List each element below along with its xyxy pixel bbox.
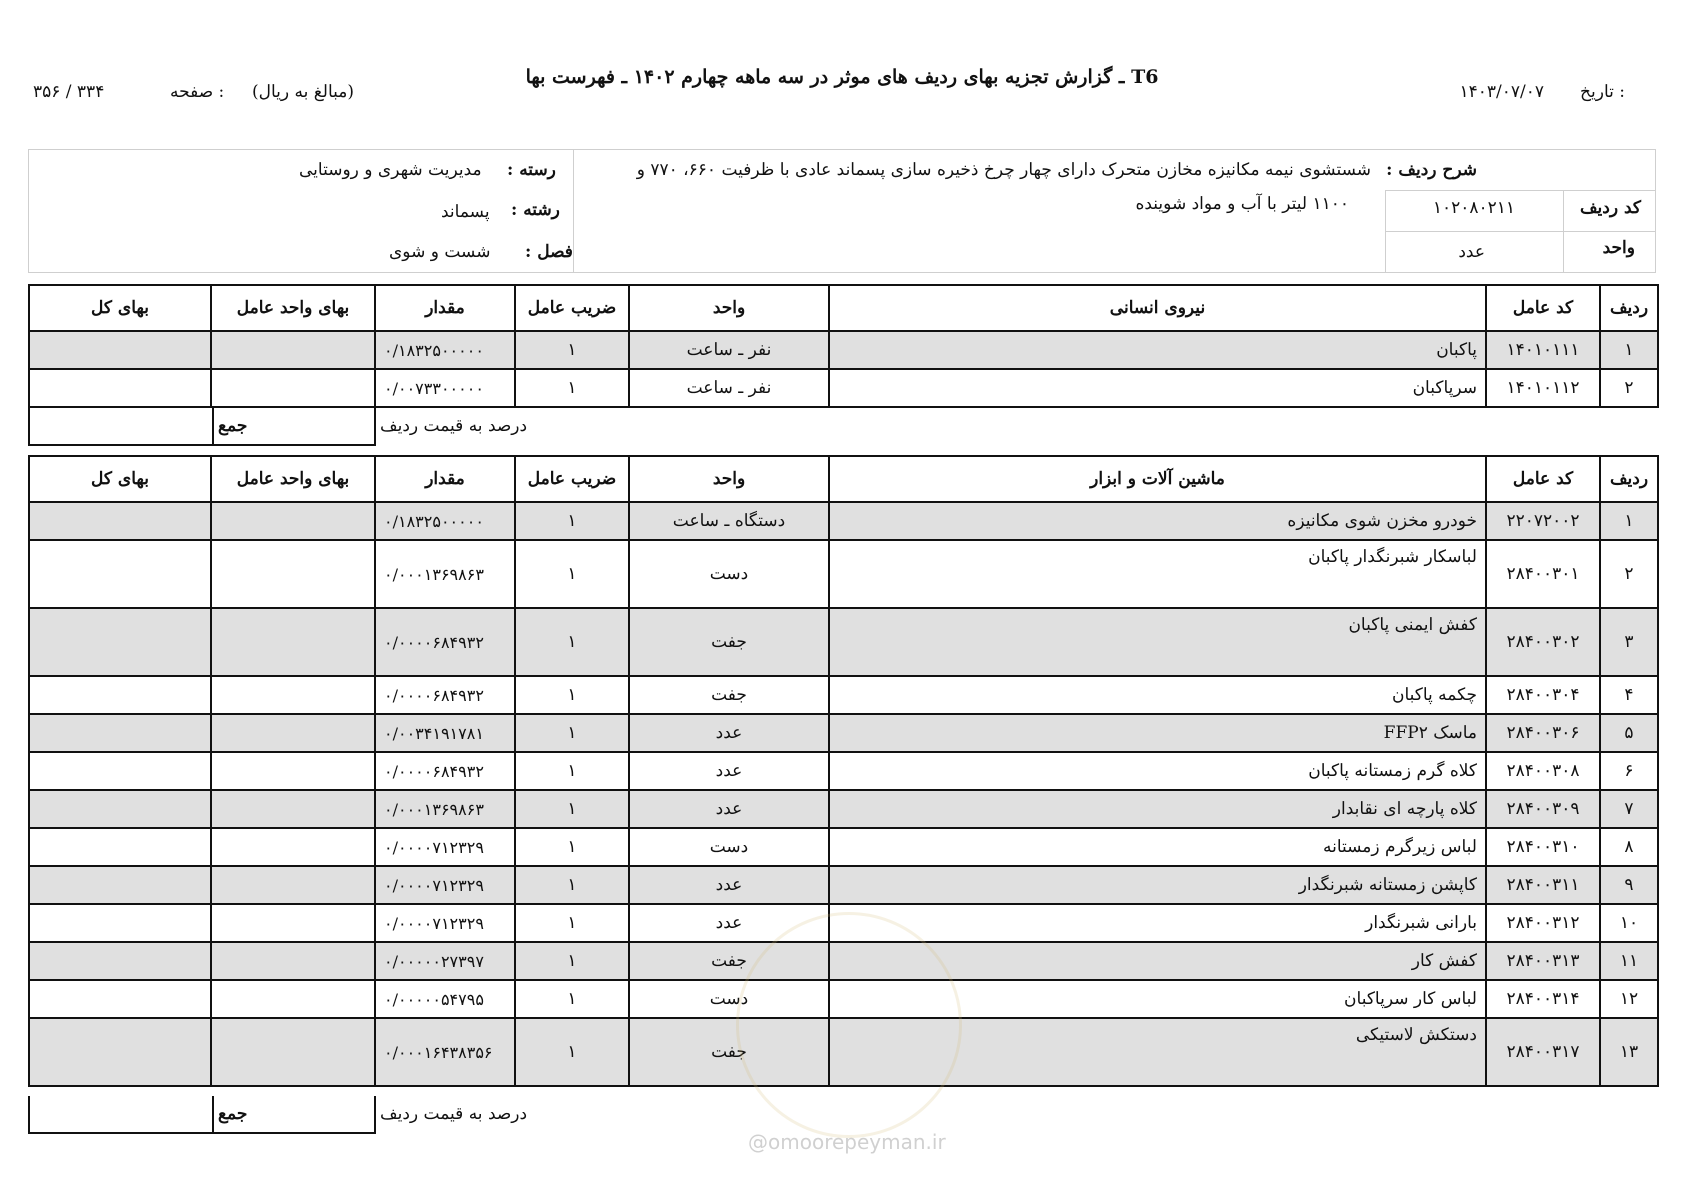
factor-unit: نفر ـ ساعت [629,369,829,407]
factor-name: بارانی شبرنگدار [829,904,1486,942]
factor-coefficient: ۱ [515,608,629,676]
factor-code: ۲۸۴۰۰۳۰۲ [1486,608,1600,676]
field-value: پسماند [441,202,490,222]
row-number: ۲ [1600,369,1658,407]
factor-coefficient: ۱ [515,540,629,608]
factor-coefficient: ۱ [515,790,629,828]
factor-name: لباس کار سرپاکبان [829,980,1486,1018]
col-unit-price-header: بهای واحد عامل [211,285,375,331]
factor-name: لباس زیرگرم زمستانه [829,828,1486,866]
factor-code: ۲۸۴۰۰۳۱۱ [1486,866,1600,904]
factor-unit: دست [629,980,829,1018]
seal-watermark-icon [736,912,962,1138]
table-row [29,790,1658,828]
category-value: مدیریت شهری و روستایی [299,160,482,180]
factor-unit: عدد [629,904,829,942]
col-qty-header: مقدار [375,285,515,331]
factor-coefficient: ۱ [515,866,629,904]
factor-unit: دست [629,828,829,866]
machinery-pct-label: درصد به قیمت ردیف [380,1104,528,1124]
factor-total-price [29,540,211,608]
factor-coefficient: ۱ [515,714,629,752]
factor-name: پاکبان [829,331,1486,369]
factor-name: کفش ایمنی پاکبان [829,608,1486,676]
row-number: ۴ [1600,676,1658,714]
factor-quantity: ۰/۰۰۰۱۳۶۹۸۶۳ [375,790,515,828]
col-unit-header: واحد [629,285,829,331]
row-number: ۲ [1600,540,1658,608]
unit-label: واحد [1602,238,1635,258]
factor-name: کلاه پارچه ای نقابدار [829,790,1486,828]
factor-code: ۲۸۴۰۰۳۰۶ [1486,714,1600,752]
col-code-header: کد عامل [1486,456,1600,502]
factor-unit: دستگاه ـ ساعت [629,502,829,540]
factor-unit: دست [629,540,829,608]
factor-quantity: ۰/۱۸۳۲۵۰۰۰۰۰ [375,331,515,369]
factor-quantity: ۰/۱۸۳۲۵۰۰۰۰۰ [375,502,515,540]
factor-name: چکمه پاکبان [829,676,1486,714]
factor-unit-price [211,828,375,866]
factor-code: ۲۸۴۰۰۳۰۱ [1486,540,1600,608]
field-label: رشته : [511,200,560,220]
col-code-header: کد عامل [1486,285,1600,331]
row-number: ۹ [1600,866,1658,904]
factor-code: ۲۸۴۰۰۳۱۷ [1486,1018,1600,1086]
factor-total-price [29,714,211,752]
col-qty-header: مقدار [375,456,515,502]
col-name-header: ماشین آلات و ابزار [829,456,1486,502]
factor-coefficient: ۱ [515,331,629,369]
factor-name: خودرو مخزن شوی مکانیزه [829,502,1486,540]
factor-unit: جفت [629,1018,829,1086]
desc-line-1: شستشوی نیمه مکانیزه مخازن متحرک دارای چهار چرخ ذخیره سازی پسماند عادی با ظرفیت ۶۶۰، ۷۷۰ و [636,160,1371,180]
factor-total-price [29,904,211,942]
factor-code: ۲۸۴۰۰۳۰۹ [1486,790,1600,828]
col-row-header: ردیف [1600,285,1658,331]
factor-unit: جفت [629,942,829,980]
report-date: ۱۴۰۳/۰۷/۰۷ [1459,82,1544,102]
factor-coefficient: ۱ [515,676,629,714]
table-row [29,676,1658,714]
col-unit-header: واحد [629,456,829,502]
factor-unit-price [211,331,375,369]
factor-unit: نفر ـ ساعت [629,331,829,369]
factor-coefficient: ۱ [515,942,629,980]
factor-quantity: ۰/۰۰۰۰۶۸۴۹۳۲ [375,752,515,790]
factor-name: لباسکار شبرنگدار پاکبان [829,540,1486,608]
factor-total-price [29,608,211,676]
factor-unit: عدد [629,752,829,790]
labor-sum-label: جمع [218,416,248,436]
factor-code: ۲۸۴۰۰۳۱۳ [1486,942,1600,980]
col-coef-header: ضریب عامل [515,285,629,331]
factor-quantity: ۰/۰۰۳۴۱۹۱۷۸۱ [375,714,515,752]
factor-code: ۲۲۰۷۲۰۰۲ [1486,502,1600,540]
labor-table [28,284,1659,408]
col-total-header: بهای کل [29,285,211,331]
row-number: ۳ [1600,608,1658,676]
factor-code: ۲۸۴۰۰۳۰۸ [1486,752,1600,790]
table-row [29,331,1658,369]
row-number: ۱۲ [1600,980,1658,1018]
factor-unit-price [211,942,375,980]
factor-total-price [29,502,211,540]
factor-unit-price [211,866,375,904]
row-number: ۶ [1600,752,1658,790]
factor-name: کلاه گرم زمستانه پاکبان [829,752,1486,790]
table-row [29,828,1658,866]
factor-quantity: ۰/۰۰۰۰۷۱۲۳۲۹ [375,904,515,942]
factor-unit-price [211,904,375,942]
factor-unit-price [211,502,375,540]
row-number: ۱۳ [1600,1018,1658,1086]
factor-unit-price [211,676,375,714]
factor-code: ۲۸۴۰۰۳۱۰ [1486,828,1600,866]
row-number: ۱۱ [1600,942,1658,980]
factor-coefficient: ۱ [515,752,629,790]
factor-quantity: ۰/۰۰۷۳۳۰۰۰۰۰ [375,369,515,407]
table-row [29,369,1658,407]
factor-unit-price [211,980,375,1018]
factor-unit: عدد [629,790,829,828]
page-number: ۳۵۶ / ۳۳۴ [33,82,105,102]
factor-total-price [29,980,211,1018]
factor-name: کفش کار [829,942,1486,980]
factor-unit-price [211,752,375,790]
factor-total-price [29,866,211,904]
desc-line-2: ۱۱۰۰ لیتر با آب و مواد شوینده [1135,194,1349,214]
labor-pct-label: درصد به قیمت ردیف [380,416,528,436]
factor-coefficient: ۱ [515,1018,629,1086]
factor-total-price [29,331,211,369]
factor-code: ۱۴۰۱۰۱۱۱ [1486,331,1600,369]
factor-quantity: ۰/۰۰۰۰۶۸۴۹۳۲ [375,608,515,676]
factor-unit-price [211,540,375,608]
machinery-header-row [29,456,1658,502]
factor-quantity: ۰/۰۰۰۱۳۶۹۸۶۳ [375,540,515,608]
factor-total-price [29,676,211,714]
factor-unit-price [211,714,375,752]
factor-code: ۱۴۰۱۰۱۱۲ [1486,369,1600,407]
item-code: ۱۰۲۰۸۰۲۱۱ [1432,198,1515,218]
item-info-box [28,149,1656,273]
labor-sum-row [28,408,1657,446]
factor-quantity: ۰/۰۰۰۱۶۴۳۸۳۵۶ [375,1018,515,1086]
col-unit-price-header: بهای واحد عامل [211,456,375,502]
category-label: رسته : [507,160,556,180]
factor-unit: عدد [629,866,829,904]
factor-unit: جفت [629,676,829,714]
watermark-text: @omoorepeyman.ir [748,1130,946,1154]
factor-coefficient: ۱ [515,369,629,407]
factor-coefficient: ۱ [515,828,629,866]
factor-code: ۲۸۴۰۰۳۰۴ [1486,676,1600,714]
labor-header-row [29,285,1658,331]
factor-name: دستکش لاستیکی [829,1018,1486,1086]
factor-quantity: ۰/۰۰۰۰۰۵۴۷۹۵ [375,980,515,1018]
machinery-sum-label: جمع [218,1104,248,1124]
report-title: T6 ـ گزارش تجزیه بهای ردیف های موثر در سه ماهه چهارم ۱۴۰۲ ـ فهرست بها [525,66,1159,88]
factor-total-price [29,790,211,828]
col-total-header: بهای کل [29,456,211,502]
factor-quantity: ۰/۰۰۰۰۷۱۲۳۲۹ [375,828,515,866]
factor-coefficient: ۱ [515,904,629,942]
item-unit: عدد [1458,242,1485,262]
table-row [29,714,1658,752]
factor-unit: جفت [629,608,829,676]
labor-sum-total-cell [28,408,214,446]
table-row [29,540,1658,608]
factor-total-price [29,369,211,407]
col-coef-header: ضریب عامل [515,456,629,502]
factor-unit-price [211,790,375,828]
factor-total-price [29,1018,211,1086]
factor-unit-price [211,1018,375,1086]
factor-total-price [29,942,211,980]
row-number: ۵ [1600,714,1658,752]
table-row [29,866,1658,904]
factor-coefficient: ۱ [515,980,629,1018]
machinery-sum-total-cell [28,1096,214,1134]
chapter-label: فصل : [525,242,573,262]
factor-name: ماسک FFP۲ [829,714,1486,752]
factor-quantity: ۰/۰۰۰۰۰۲۷۳۹۷ [375,942,515,980]
table-row [29,752,1658,790]
date-label: تاریخ : [1580,82,1625,102]
col-name-header: نیروی انسانی [829,285,1486,331]
col-row-header: ردیف [1600,456,1658,502]
table-row [29,608,1658,676]
factor-unit: عدد [629,714,829,752]
page-label: صفحه : [170,82,225,102]
code-label: کد ردیف [1579,198,1641,218]
row-number: ۸ [1600,828,1658,866]
factor-coefficient: ۱ [515,502,629,540]
chapter-value: شست و شوی [389,242,491,262]
row-number: ۱ [1600,331,1658,369]
factor-name: کاپشن زمستانه شبرنگدار [829,866,1486,904]
factor-total-price [29,752,211,790]
factor-name: سرپاکبان [829,369,1486,407]
factor-code: ۲۸۴۰۰۳۱۲ [1486,904,1600,942]
row-number: ۱۰ [1600,904,1658,942]
desc-label: شرح ردیف : [1386,160,1477,180]
table-row [29,502,1658,540]
factor-unit-price [211,608,375,676]
factor-quantity: ۰/۰۰۰۰۷۱۲۳۲۹ [375,866,515,904]
row-number: ۷ [1600,790,1658,828]
factor-unit-price [211,369,375,407]
factor-total-price [29,828,211,866]
factor-quantity: ۰/۰۰۰۰۶۸۴۹۳۲ [375,676,515,714]
row-number: ۱ [1600,502,1658,540]
amounts-note: (مبالغ به ریال) [252,82,355,102]
factor-code: ۲۸۴۰۰۳۱۴ [1486,980,1600,1018]
